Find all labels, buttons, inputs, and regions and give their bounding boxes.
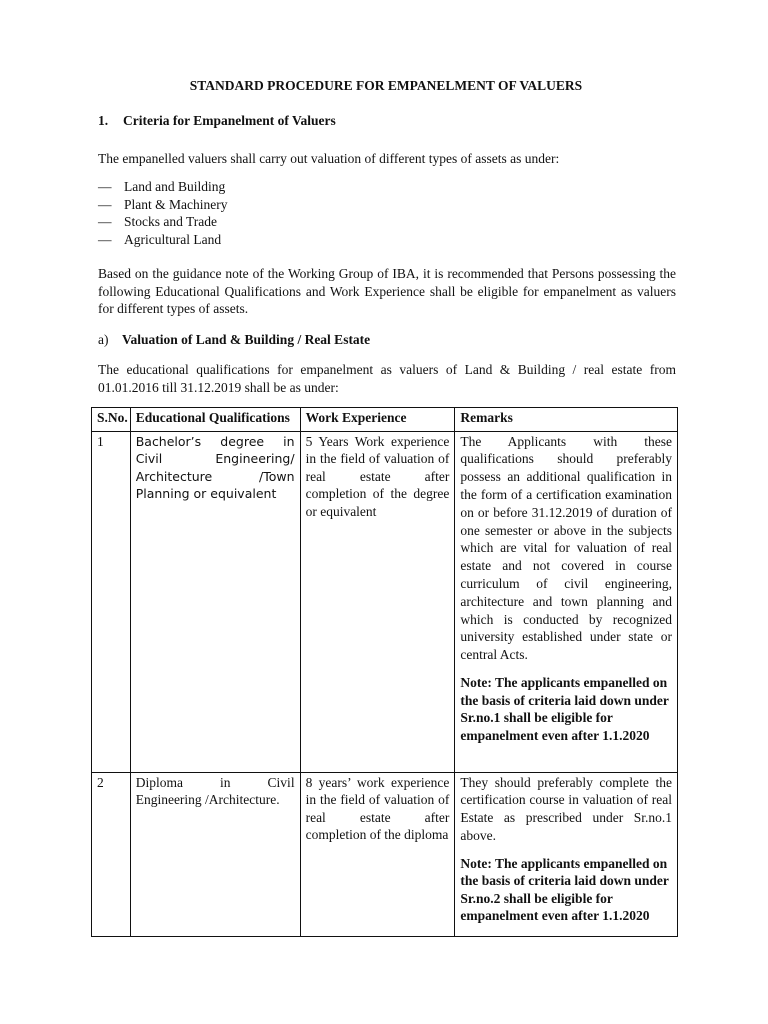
qualification-intro: The educational qualifications for empanelment as valuers of Land & Building / real estate from 01.01.2016 till 31.12.2019 shall be as under: bbox=[98, 362, 676, 395]
document-title: STANDARD PROCEDURE FOR EMPANELMENT OF VALUERS bbox=[189, 78, 583, 93]
subsection-title: Valuation of Land & Building / Real Estate bbox=[122, 332, 371, 347]
header-remarks: Remarks bbox=[455, 408, 678, 432]
intro-paragraph: The empanelled valuers shall carry out valuation of different types of assets as under: bbox=[98, 151, 560, 166]
asset-label: Plant & Machinery bbox=[124, 196, 228, 212]
cell-experience: 5 Years Work experience in the field of valuation of real estate after completion of the degree or equivalent bbox=[300, 431, 455, 772]
cell-remarks bbox=[455, 431, 678, 772]
subsection-heading bbox=[98, 331, 370, 349]
list-item bbox=[98, 178, 227, 196]
remarks-note: Note: The applicants empanelled on the basis of criteria laid down under Sr.no.1 shall be eligible for empanelment even after 1.1.2020 bbox=[460, 675, 669, 743]
qualification-text: Bachelor’s degree in Civil Engineering/ Architecture /Town Planning or equivalent bbox=[135, 433, 295, 502]
section-title: Criteria for Empanelment of Valuers bbox=[123, 113, 336, 128]
asset-label: Stocks and Trade bbox=[124, 214, 218, 230]
list-dash: — bbox=[98, 179, 112, 194]
table-header-row bbox=[92, 408, 678, 432]
section-number: 1. bbox=[98, 113, 109, 128]
remarks-text: They should preferably complete the certification course in valuation of real Estate as prescribed under Sr.no.1 above. bbox=[460, 774, 672, 843]
cell-qualification bbox=[130, 431, 300, 772]
list-item bbox=[98, 231, 227, 249]
header-sno: S.No. bbox=[92, 408, 131, 432]
remarks-text: The Applicants with these qualifications should preferably possess an additional qualification in the form of a certification examination on or before 31.12.2019 of duration of one semester or above in the subjects which are vital for valuation of real estate and not covered in course curriculum of civil engineering, architecture and town planning and which is conducted by recognized university established under state or central Acts. bbox=[460, 433, 672, 663]
criteria-table bbox=[91, 407, 678, 937]
list-dash: — bbox=[98, 196, 112, 212]
guidance-paragraph: Based on the guidance note of the Working Group of IBA, it is recommended that Persons possessing the following Educational Qualifications and Work Experience shall be eligible for empanelment as valuers for different types of assets. bbox=[98, 266, 676, 317]
header-qualifications: Educational Qualifications bbox=[130, 408, 300, 432]
cell-qualification: Diploma in Civil Engineering /Architecture. bbox=[130, 772, 300, 936]
list-dash: — bbox=[98, 232, 112, 248]
section-heading bbox=[98, 112, 336, 130]
header-experience: Work Experience bbox=[300, 408, 455, 432]
list-dash: — bbox=[98, 214, 112, 230]
asset-label: Land and Building bbox=[124, 179, 226, 194]
cell-remarks bbox=[455, 772, 678, 936]
cell-sno: 1 bbox=[92, 431, 131, 772]
table-row bbox=[92, 431, 678, 772]
subsection-label: a) bbox=[98, 332, 109, 347]
list-item bbox=[98, 196, 227, 214]
asset-list bbox=[98, 178, 227, 249]
cell-experience: 8 years’ work experience in the field of valuation of real estate after completion of the diploma bbox=[300, 772, 455, 936]
asset-label: Agricultural Land bbox=[124, 232, 222, 248]
table-row bbox=[92, 772, 678, 936]
cell-sno: 2 bbox=[92, 772, 131, 936]
list-item bbox=[98, 213, 227, 231]
remarks-note: Note: The applicants empanelled on the basis of criteria laid down under Sr.no.2 shall be eligible for empanelment even after 1.1.2020 bbox=[460, 855, 669, 924]
